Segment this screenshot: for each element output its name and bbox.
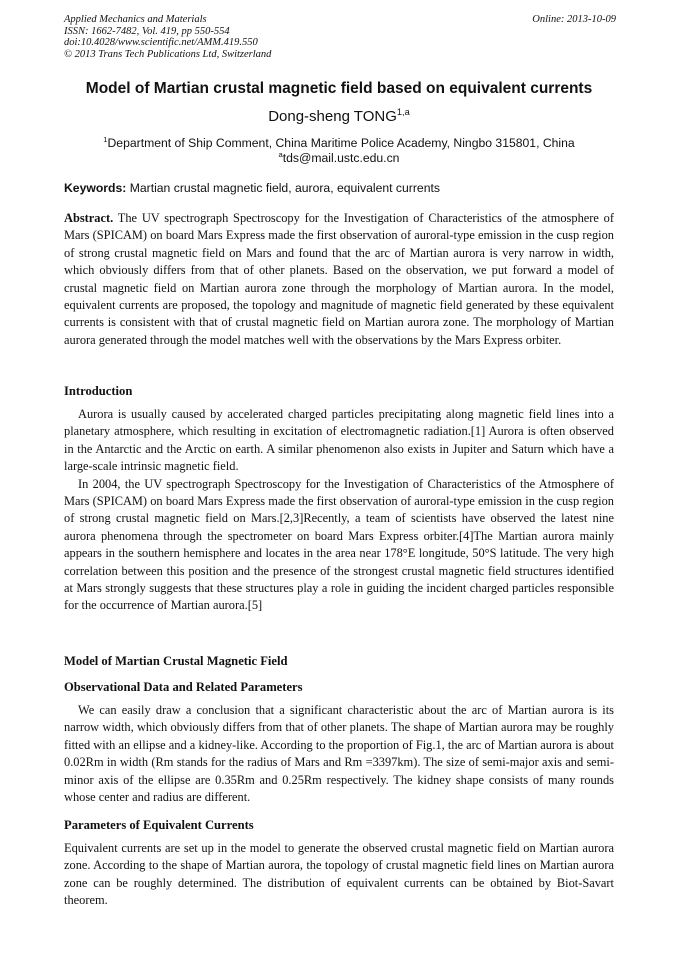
model-paragraph-1: We can easily draw a conclusion that a significant characteristic about the arc of Martian aurora is its narrow width, which obviously differs from that of other planets. The shape of Martian aurora may be roughly fitted with an ellipse and a kidney-like. According to the proportion of Fig.1, the arc of Martian aurora is about 0.02Rm in width (Rm stands for the radius of Mars and Rm =3397km). The size of semi-major axis and semi-minor axis of the ellipse are 0.35Rm and 0.25Rm respectively. The kidney shape consists of many rounds whose center and radius are different.: [64, 703, 614, 805]
abstract-text: The UV spectrograph Spectroscopy for the Investigation of Characteristics of the atmosphere of Mars (SPICAM) on board Mars Express made the first observation of auroral-type emission in the cusp region of strong crustal magnetic field on Mars and found that the arc of Martian aurora is very narrow in width, which obviously differs from that of other planets. Based on the observation, we put forward a model of crustal magnetic field on Martian aurora zone through the morphology of Martian aurora. In the model, equivalent currents are proposed, the topology and magnitude of magnetic field generated by these equivalent currents is consistent with that of crustal magnetic field on Martian aurora zone. The morphology of Martian aurora generated through the model matches well with the observations by the Mars Express orbiter.: [64, 211, 614, 347]
abstract: [64, 210, 614, 349]
copyright-line: © 2013 Trans Tech Publications Ltd, Switzerland: [64, 48, 272, 60]
journal-name: Applied Mechanics and Materials: [64, 14, 207, 25]
section-heading-introduction: Introduction: [64, 384, 133, 398]
issn-line: ISSN: 1662-7482, Vol. 419, pp 550-554: [64, 25, 230, 37]
author-name: Dong-sheng TONG: [268, 108, 397, 125]
affiliation-text: Department of Ship Comment, China Maritime Police Academy, Ningbo 315801, China: [107, 136, 575, 150]
keywords-label: Keywords:: [64, 181, 127, 195]
model-body-1: [64, 702, 614, 806]
author-email: tds@mail.ustc.edu.cn: [282, 151, 400, 165]
section-heading-model: Model of Martian Crustal Magnetic Field: [64, 654, 288, 668]
author-line: [0, 108, 678, 125]
introduction-body: [64, 406, 614, 615]
keywords: [64, 181, 624, 195]
author-superscript: 1,a: [396, 107, 410, 117]
abstract-label: Abstract.: [64, 211, 114, 225]
model-body-2: [64, 840, 614, 910]
online-date: Online: 2013-10-09: [532, 14, 616, 25]
model-paragraph-2: Equivalent currents are set up in the model to generate the observed crustal magnetic field on Martian aurora zone. According to the shape of Martian aurora, the topology of crustal magnetic field lines on Martian aurora zone can be roughly determined. The distribution of equivalent currents can be obtained by Biot-Savart theorem.: [64, 841, 614, 908]
intro-paragraph-2: In 2004, the UV spectrograph Spectroscopy for the Investigation of Characteristics of the Atmosphere of Mars (SPICAM) on board Mars Express made the first observation of auroral-type emission in the cusp region of strong crustal magnetic field on Mars.[2,3]Recently, a team of scientists have observed the latest nine aurora phenomena through the spectrometer on board Mars Express orbiter.[4]The Martian aurora mainly appears in the southern hemisphere and locates in the area near 178°E longitude, 50°S latitude. The very high correlation between this position and the presence of the strongest crustal magnetic field structures identified at Mars strongly suggests that these structures play a role in guiding the incident charged particles responsible for the occurrence of Martian aurora.[5]: [64, 476, 614, 613]
doi-line: doi:10.4028/www.scientific.net/AMM.419.550: [64, 37, 258, 48]
keywords-text: Martian crustal magnetic field, aurora, equivalent currents: [126, 181, 440, 195]
affiliation-superscript: 1: [103, 134, 108, 144]
email-superscript: a: [278, 149, 283, 159]
paper-title: Model of Martian crustal magnetic field based on equivalent currents: [85, 80, 593, 97]
subsection-heading-equivalent-currents: Parameters of Equivalent Currents: [64, 818, 254, 832]
subsection-heading-observational: Observational Data and Related Parameters: [64, 680, 303, 694]
intro-paragraph-1: Aurora is usually caused by accelerated charged particles precipitating along magnetic field lines into a planetary atmosphere, which resulting in excitation of electromagnetic radiation.[1] Aurora is often observed in the Antarctic and the Arctic on earth. A similar phenomenon also exists in Jupiter and Saturn which have a large-scale intrinsic magnetic field.: [64, 407, 614, 474]
email-line: [0, 151, 678, 166]
journal-header: [64, 14, 616, 60]
affiliation-line: [0, 136, 678, 151]
